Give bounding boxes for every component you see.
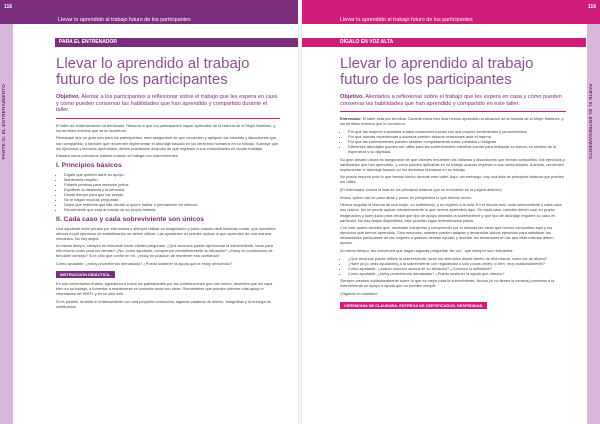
right-paragraph-7: Al mismo tiempo, les convendrá que hagan algunas preguntas “de oro”, que siempre son relevantes: — [340, 247, 514, 253]
list-item: • ¿Qué recursos puede utilizar la sobreviviente, tanto los obtenidos desde dentro de ella misma, como los de afuera? — [348, 256, 566, 261]
right-questions-list — [340, 256, 566, 276]
right-paragraph-8: Siempre piensen cuidadosamente sobre lo que es mejor para la sobreviviente. Nunca (ni no tienen la certeza) prometan a la sobreviviente un apoyo o ayuda que no pueden cumplir. — [340, 278, 555, 289]
list-item: • Mantenerla respeto. — [64, 177, 280, 182]
left-paragraph-6: Como ayudante, ¿estoy prometiendo demasiado? ¿Puedo sostener la ayuda que le estoy ofreciendo? — [56, 261, 233, 267]
left-content — [56, 56, 280, 311]
right-paragraph-1: Su gran desafío ahora es asegurarse de que ustedes recuerden las historias y discusiones que hemos compartido, los ejercicios y habilidades que han aprendido, y cómo pueden aplicarlas en su trabajo cuando regresen a sus comunidades. Además, recuerden implementar el abordaje basado en los derechos humanos en su trabajo. — [340, 156, 565, 172]
right-section-label: DÍGALO EN VOZ ALTA — [300, 38, 586, 47]
left-paragraph-2: Remarque que un gran reto para los participantes, será asegurarse de que recuerden y apliquen las historias y discusiones que han compartido, y también que recuerden implementar el abordaje basado en los derechos humanos en su trabajo. Subraye que los ejercicios y técnicas aprendidos, deben practicarse después de que regresen a sus comunidades en donde trabajan. — [56, 135, 279, 151]
right-learnings-list — [340, 129, 566, 154]
left-objective-label: Objetivo. — [56, 94, 80, 100]
left-running-head: Llevar lo aprendido al trabajo futuro de los participantes — [58, 17, 191, 23]
left-page-number: 116 — [4, 4, 13, 10]
right-paragraph-6: Con este quiero decirles que, necesitan interpretar y comprender por sí mismas las ideas que hemos compartido aquí y los ejercicios que hemos aprendido. Sólo entonces, ustedes pueden adaptar y desarrollar dichos ejercicios para satisfacer las necesidades particulares de las mujeres a quienes desean ayudar, y abordar las situaciones en las que ellas mismas deben ayudar. — [340, 225, 554, 246]
left-page-title: Llevar lo aprendido al trabajo futuro de los participantes — [56, 55, 250, 88]
left-objective-text: Alentar a los participantes a reflexionar sobre el trabajo que les espera en casa y cómo pueden conservar las habilidades que han aprendido y compartido durante el taller. — [56, 94, 278, 114]
left-paragraph-4: Una ayudante debe pensar por ella misma y siempre utilizar su imaginación y juicio cuando dedi historias contar, que considere ofrecer a qué ejercicios de estabilización se deben utilizar. Las ayudantes no pueden aplicar lo que aprenden de una manera mecánica. No hay atajos. — [56, 225, 276, 241]
right-header-bar — [300, 0, 600, 24]
right-intro — [340, 116, 566, 126]
left-section-label: PARA EL ENTRENADOR — [55, 38, 300, 47]
left-paragraph-1: El taller de entrenamiento ha terminado. Resuma lo que los participantes hayan aprendido de la historia de la Mujer Martinez, y los terribles eventos que se le ocurrieron. — [56, 122, 276, 133]
right-intro-label: Entrenador. — [340, 116, 362, 122]
right-paragraph-3: (El entrenador coloca la lista de los principios básicos que se enumeran en la página anterior). — [340, 187, 503, 193]
right-paragraph-2: No puedo resumir todo lo que hemos hecho durante este taller. Aquí, sin embargo, hay una lista de principios básicos que pueden ser útiles. — [340, 174, 565, 185]
left-paragraph-8: Si es posible, termine el entrenamiento con una pequeña ceremonia, algunas palabras de aliento, fotografías y la entrega de certificados. — [56, 298, 271, 309]
left-heading-principles: I. Principios básicos — [56, 162, 122, 170]
list-item: • Equilibrer la distancia y la cercanía. — [64, 187, 280, 192]
list-item: • ¿Haré yo (o otras ayudantes) a la sobreviviente con regularidad o sólo pocas veces; o bien, muy ocasionalmente? — [348, 261, 566, 266]
right-divider — [340, 111, 566, 112]
right-objective-text: Alentarlos a reflexionar sobre el trabajo que les espera en casa y cómo pueden conservar las habilidades que han aprendido y compartido en este taller. — [340, 94, 562, 107]
left-objective — [56, 94, 280, 114]
list-item: • Dejen que entienda que ella decide si quiere hablar o permanecer en silencio. — [64, 202, 280, 207]
right-intro-text: El taller está por terminar. Durante estos tres días hemos aprendido la situación de la historia de la Mujer Martinez, y los terribles eventos que le ocurrieron. — [340, 116, 564, 127]
left-instruction-label: INSTRUCCIÓN DIDÁCTICA. — [56, 271, 115, 278]
right-side-tab-label: PARTE III. EL ENTRENAMIENTO — [588, 84, 593, 160]
right-objective — [340, 94, 566, 107]
right-paragraph-4: Ahora, quiero dar un paso atrás y poner en perspectiva lo que hemos hecho. — [340, 194, 473, 200]
right-paragraph-9: ¡Siganos en contacto! — [340, 291, 378, 297]
book-gutter — [298, 0, 302, 424]
right-running-head: Llevar lo aprendido al trabajo futuro de los participantes — [340, 17, 473, 23]
left-divider — [56, 118, 280, 119]
list-item: • Diferentes abordajes pueden ser útiles para las sobrevivientes mientras luchan para restaurar su fuerza, su sentido de la esperanza y su dignidad. — [348, 144, 566, 154]
list-item: • Como ayudante, ¿cuánto conozco acerca de su situación? ¿Conozco lo suficiente? — [348, 266, 566, 271]
list-item: • Por qué nuevas experiencias y sucesos pueden detonar reacciones ante el trauma. — [348, 134, 566, 139]
left-paragraph-7: En sus comentarios finales, agradezca a todos los participantes por las contribuciones que han hecho, deséeles que les vaya bien en su trabajo, a fomentar a mantenerse en contacto unos con otros. Recuérdeles que pueden obtener más apoyo e información de HHRY y en su sitio web. — [56, 280, 273, 296]
right-page — [300, 0, 600, 424]
list-item: • Por qué las mujeres expuestas a tales violaciones luchan con sus propios sentimientos y pensamientos. — [348, 129, 566, 134]
right-page-number: 116 — [587, 4, 596, 10]
list-item: • Como ayudante, ¿estoy prometiendo demasiado? ¿Puedo sostener la ayuda que ofrezco? — [348, 271, 566, 276]
right-objective-label: Objetivo. — [340, 94, 364, 100]
left-header-bar — [0, 0, 300, 24]
right-paragraph-5: Hemos seguido la historia de una mujer, su sufrimiento, y su regreso a la vida. En el mundo real, cada sobreviviente y cada caso son únicos. No se puede aplicar mecánicamente lo que hemos aprendido aquí. En cada caso, ustedes deben usar su propia imaginación y buen juicio para decidir qué tipo de apoyo necesita la sobreviviente y qué tipo de abordaje requiere su caso en particular. No hay atajos disponibles, este proceso sigue determinados pasos. — [340, 202, 562, 223]
list-item: • Desde tiempo para que los acepte. — [64, 192, 280, 197]
right-page-title: Llevar lo aprendido al trabajo futuro de los participantes — [340, 55, 534, 88]
right-instruction-label: CEREMONIA DE CLAUSURA. ENTREGA DE CERTIFICADOS. DESPEDIDAS. — [340, 302, 487, 309]
list-item: • Por qué las sobrevivientes pueden sentirse completamente solas, perdidas o indignas. — [348, 139, 566, 144]
list-item: • Dígale que quieren darle su apoyo. — [64, 172, 280, 177]
right-side-tab — [587, 24, 600, 424]
left-paragraph-5: Al mismo tiempo, siempre es relevante hacer ciertas preguntas: ¿Qué recursos puede aprovechar la sobreviviente, tanto para ella misma como para los demás? ¿No, como ayudante, comprendo verdaderamente su situación? ¿Estoy en condiciones de brindarle consejo? Si le pido que confíe en mí, ¿estoy en posición de mantener esa confianza? — [56, 243, 273, 259]
list-item: • No le hagan muchas preguntas. — [64, 197, 280, 202]
left-paragraph-3: Estados estos preceptos visibles cuando se trabaja con sobrevivientes — [56, 153, 178, 159]
left-heading-unique: II. Cada caso y cada sobreviviente son únicos — [56, 216, 205, 224]
list-item: • Recuérdenle que está al mando de su propia historia. — [64, 207, 280, 212]
left-side-tab — [0, 24, 13, 424]
left-side-tab-label: PARTE III. EL ENTRENAMIENTO — [1, 84, 6, 160]
left-principles-list — [56, 172, 280, 212]
right-content — [340, 56, 566, 309]
list-item: • Pídanle permiso para ventarse juntos. — [64, 182, 280, 187]
